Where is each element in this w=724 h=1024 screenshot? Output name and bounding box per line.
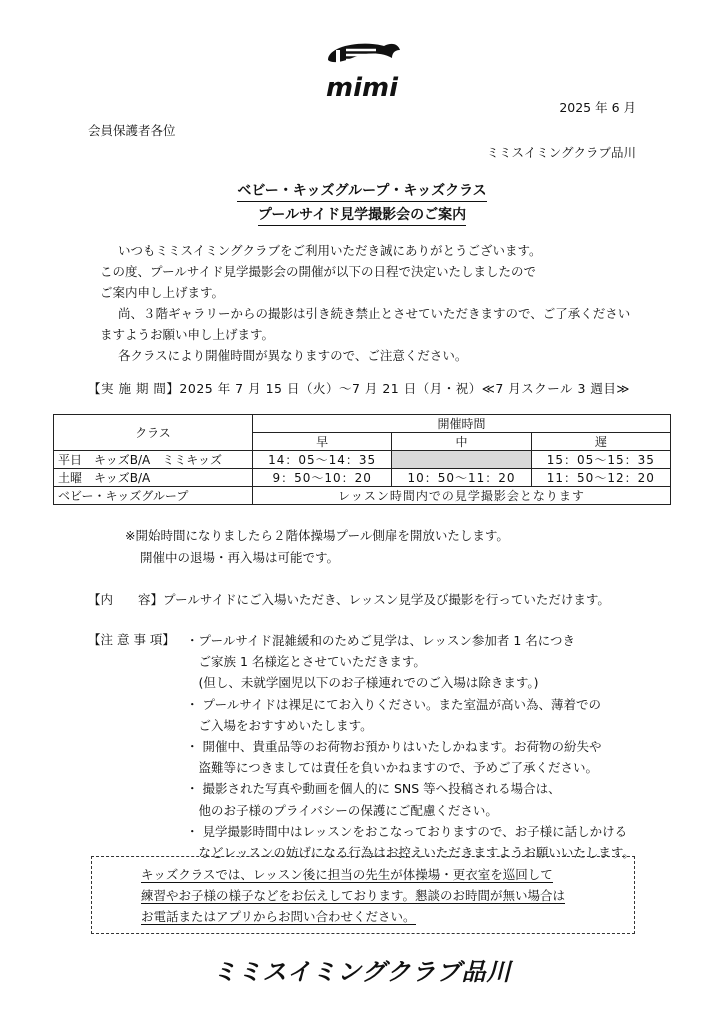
row-label: 土曜 キッズB/A bbox=[54, 469, 253, 487]
slot-early: 早 bbox=[253, 433, 392, 451]
intro-line: ご案内申し上げます。 bbox=[100, 285, 225, 300]
dolphin-wave-logo-icon bbox=[322, 38, 402, 104]
table-row bbox=[54, 469, 671, 487]
sender-name: ミミスイミングクラブ品川 bbox=[486, 145, 636, 160]
note-line: ※開始時間になりましたら２階体操場プール側扉を開放いたします。 bbox=[125, 528, 509, 543]
issue-date: 2025 年 6 月 bbox=[559, 100, 636, 115]
intro-line: この度、プールサイド見学撮影会の開催が以下の日程で決定いたしましたので bbox=[100, 264, 537, 279]
caution-line: ・ プールサイドは裸足にてお入りください。また室温が高い為、薄着での bbox=[186, 696, 601, 712]
caution-line: ご入場をおすすめいたします。 bbox=[186, 717, 373, 733]
schedule-table bbox=[53, 414, 671, 505]
svg-text:mimi: mimi bbox=[325, 73, 399, 103]
caution-line: ご家族 1 名様迄とさせていただきます。 bbox=[186, 654, 426, 670]
intro-line: ますようお願い申し上げます。 bbox=[100, 327, 275, 342]
caution-line: ・ 見学撮影時間中はレッスンをおこなっておりますので、お子様に話しかける bbox=[186, 823, 628, 839]
caution-line: 他のお子様のプライバシーの保護にご配慮ください。 bbox=[186, 802, 498, 818]
table-row bbox=[54, 451, 671, 469]
time-mid bbox=[392, 451, 531, 469]
row-label: ベビー・キッズグループ bbox=[54, 487, 253, 505]
caution-line: ・ 開催中、貴重品等のお荷物お預かりはいたしかねます。お荷物の紛失や bbox=[186, 739, 602, 755]
merged-time: レッスン時間内での見学撮影会となります bbox=[253, 487, 671, 505]
box-line: キッズクラスでは、レッスン後に担当の先生が体操場・更衣室を巡回して bbox=[141, 867, 553, 882]
cautions-label: 【注 意 事 項】 bbox=[88, 632, 175, 647]
header-time: 開催時間 bbox=[253, 415, 671, 433]
caution-line: などレッスンの妨げになる行為はお控えいただきますようお願いいたします。 bbox=[186, 845, 635, 861]
period-line: 【実 施 期 間】2025 年 7 月 15 日（火）～7 月 21 日（月・祝）≪7 月スクール 3 週目≫ bbox=[88, 381, 630, 396]
slot-late: 遅 bbox=[531, 433, 670, 451]
caution-line: (但し、未就学園児以下のお子様連れでのご入場は除きます。) bbox=[186, 675, 539, 691]
box-line: 練習やお子様の様子などをお伝えしております。懇談のお時間が無い場合は bbox=[141, 888, 566, 903]
content-line: 【内 容】プールサイドにご入場いただき、レッスン見学及び撮影を行っていただけます。 bbox=[88, 592, 610, 607]
caution-line: 盗難等につきましては責任を負いかねますので、予めご了承ください。 bbox=[186, 760, 599, 776]
time-late: 15：05～15：35 bbox=[531, 451, 670, 469]
row-label: 平日 キッズB/A ミミキッズ bbox=[54, 451, 253, 469]
club-logo bbox=[322, 38, 402, 104]
table-row bbox=[54, 487, 671, 505]
box-line: お電話またはアプリからお問い合わせください。 bbox=[141, 909, 416, 924]
intro-line: 各クラスにより開催時間が異なりますので、ご注意ください。 bbox=[118, 348, 468, 363]
intro-line: 尚、３階ギャラリーからの撮影は引き続き禁止とさせていただきますので、ご了承ください bbox=[118, 306, 631, 321]
title-line-1: ベビー・キッズグループ・キッズクラス bbox=[0, 180, 724, 202]
caution-line: ・プールサイド混雑緩和のためご見学は、レッスン参加者 1 名につき bbox=[186, 633, 576, 648]
title-line-2: プールサイド見学撮影会のご案内 bbox=[0, 204, 724, 226]
cautions-list bbox=[186, 630, 635, 863]
footer-brand: ミミスイミングクラブ品川 bbox=[212, 958, 512, 986]
addressee: 会員保護者各位 bbox=[88, 123, 176, 138]
header-class: クラス bbox=[54, 415, 253, 451]
time-early: 9：50～10：20 bbox=[253, 469, 392, 487]
slot-mid: 中 bbox=[392, 433, 531, 451]
note-line: 開催中の退場・再入場は可能です。 bbox=[140, 550, 340, 565]
caution-line: ・ 撮影された写真や動画を個人的に SNS 等へ投稿される場合は、 bbox=[186, 781, 561, 797]
intro-line: いつもミミスイミングクラブをご利用いただき誠にありがとうございます。 bbox=[118, 243, 542, 258]
time-mid: 10：50～11：20 bbox=[392, 469, 531, 487]
time-late: 11：50～12：20 bbox=[531, 469, 670, 487]
time-early: 14：05～14：35 bbox=[253, 451, 392, 469]
info-box-text bbox=[141, 864, 565, 927]
